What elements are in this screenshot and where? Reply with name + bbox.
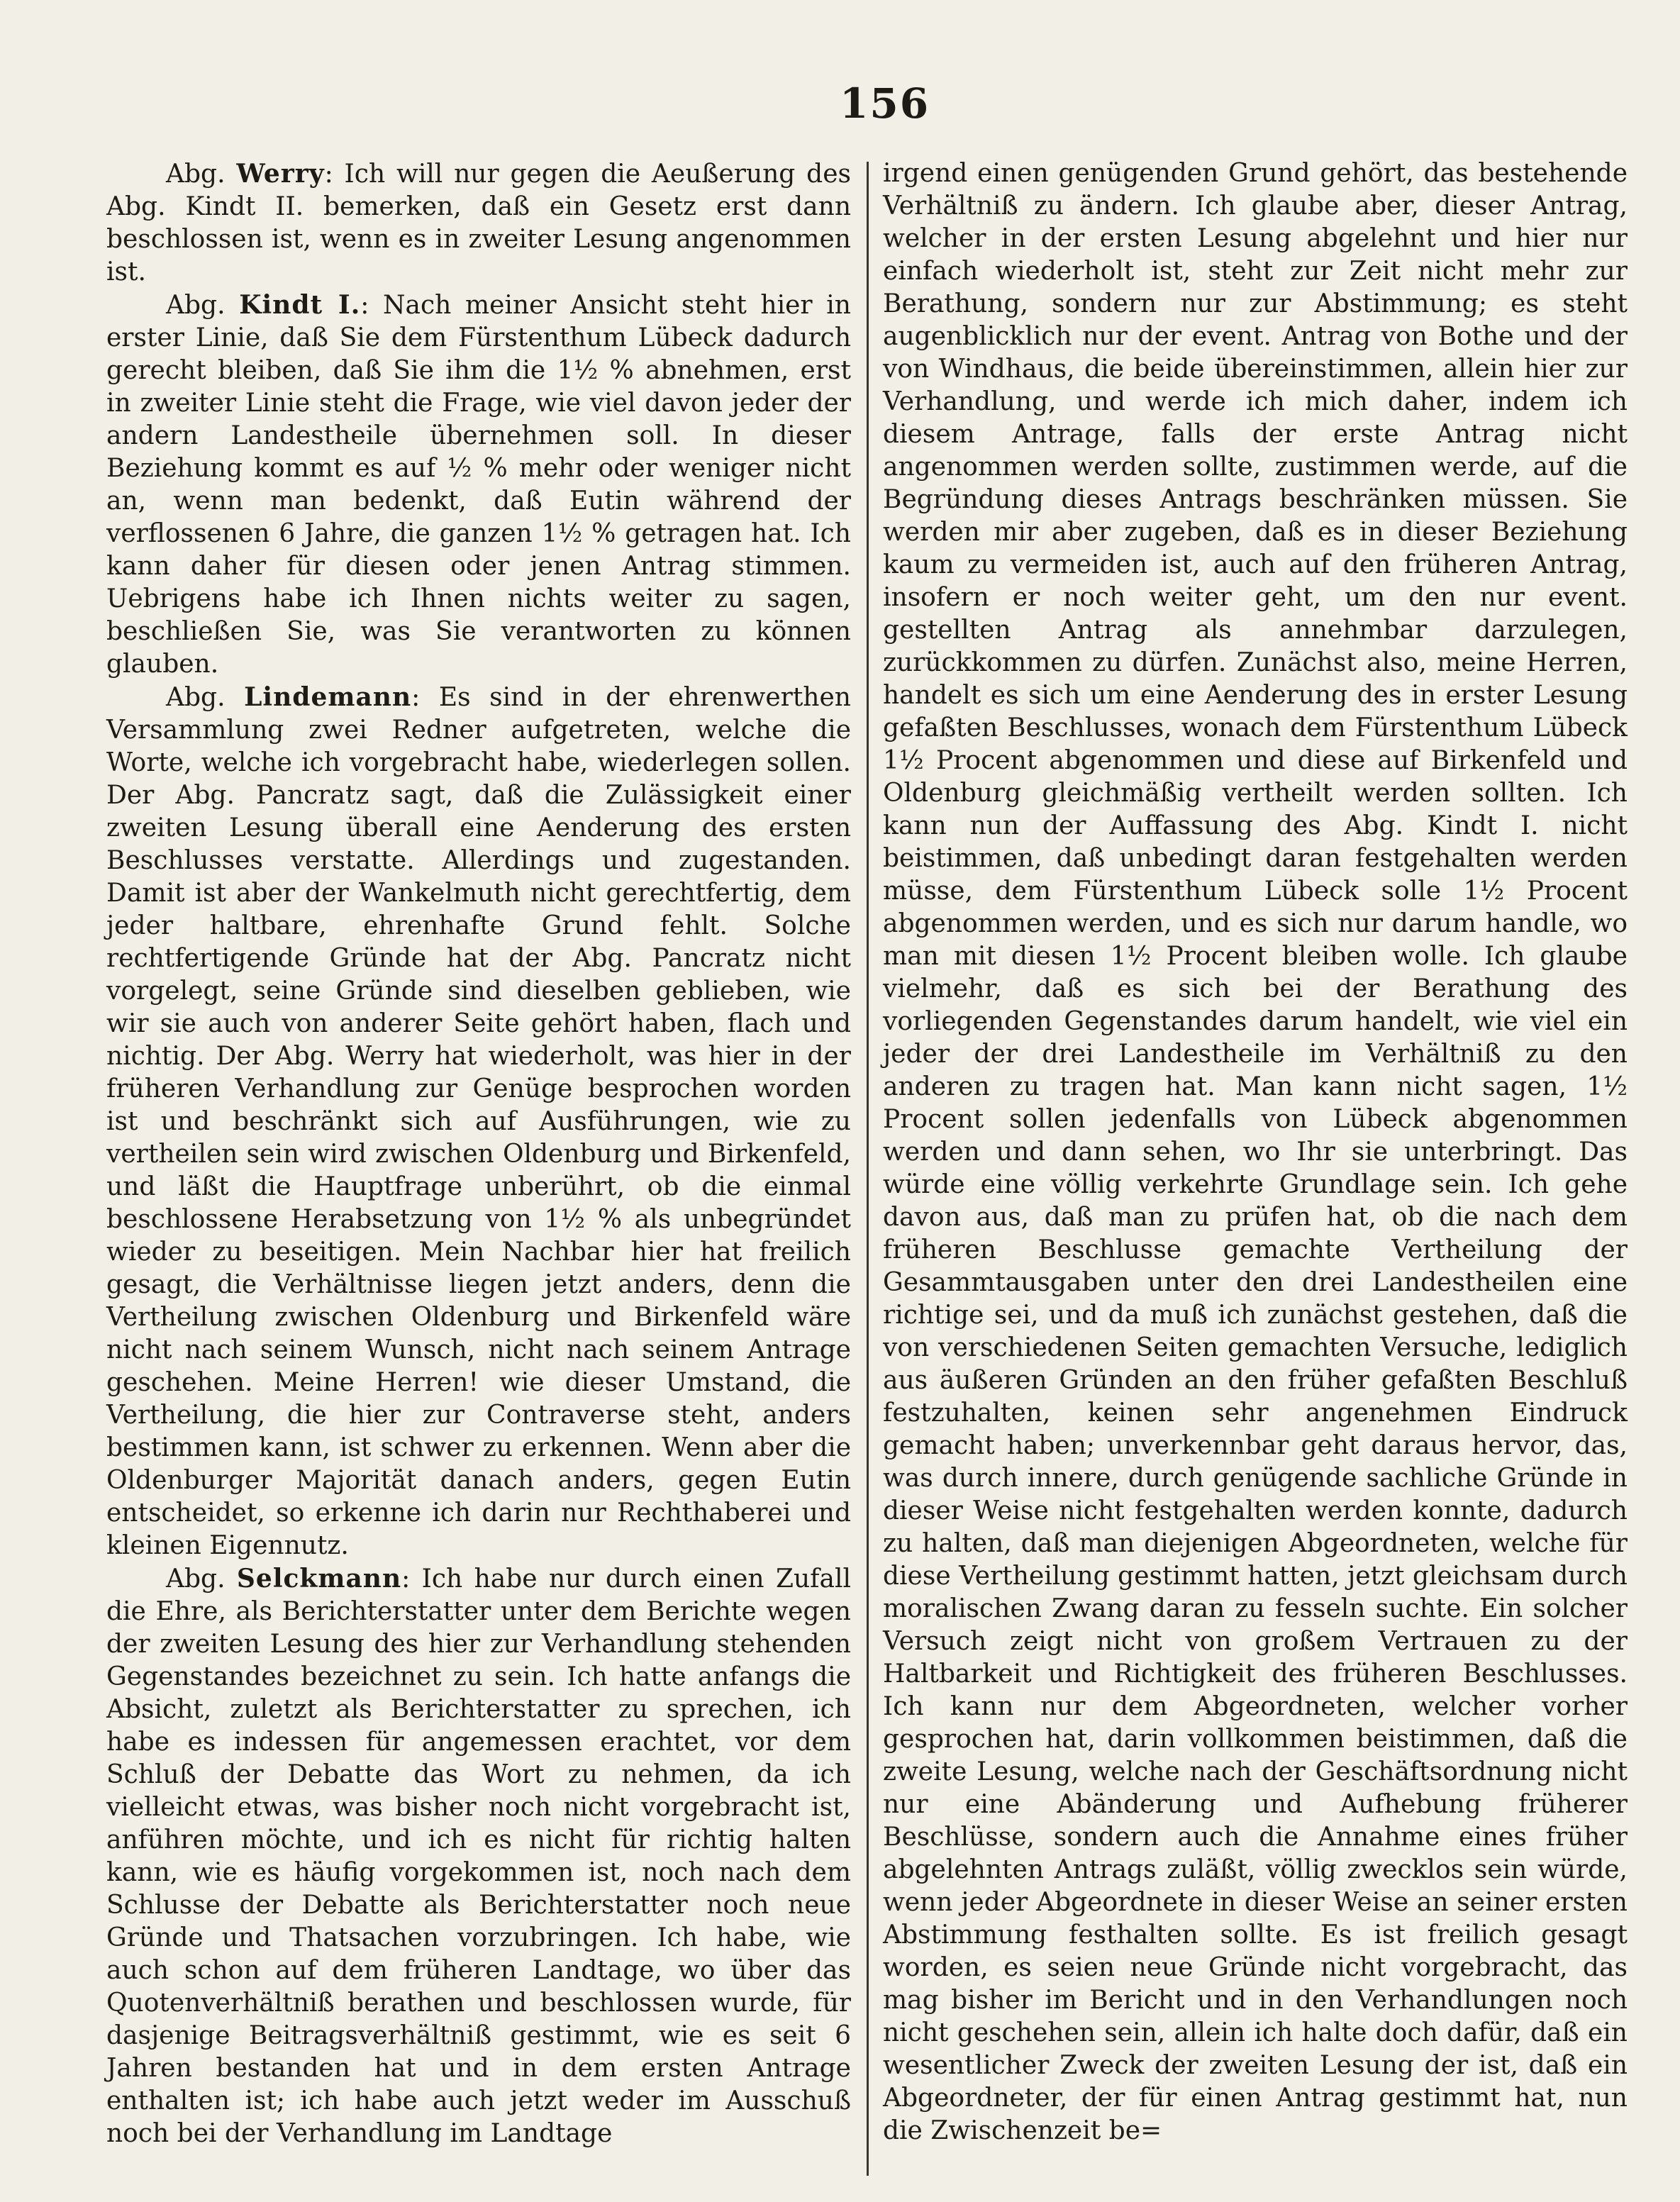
speech-text: : Nach meiner Ansicht steht hier in erster Linie, daß Sie dem Fürstenthum Lübeck dadurch gerecht bleiben, daß Sie ihm die 1½ % abnehmen, erst in zweiter Linie steht die Frage, wie viel davon jeder der andern Landestheile übernehmen soll. In dieser Beziehung kommt es auf ½ % mehr oder weniger nicht an, wenn man bedenkt, daß Eutin während der verflossenen 6 Jahre, die ganzen 1½ % getragen hat. Ich kann daher für diesen oder jenen Antrag stimmen. Uebrigens habe ich Ihnen nichts weiter zu sagen, beschließen Sie, was Sie verantworten zu können glauben. <box>106 291 851 679</box>
speech-paragraph-continued <box>883 157 1628 2147</box>
speaker-name: Selckmann <box>236 1564 402 1594</box>
speech-paragraph <box>106 1562 851 2150</box>
speaker-prefix: Abg. <box>166 160 237 189</box>
column-divider <box>867 162 869 2176</box>
speech-text: : Ich habe nur durch einen Zufall die Ehre, als Berichterstatter unter dem Berichte wegen der zweiten Lesung des hier zur Verhandlung stehenden Gegenstandes bezeichnet zu sein. Ich hatte anfangs die Absicht, zuletzt als Berichterstatter zu sprechen, ich habe es indessen für angemessen erachtet, vor dem Schluß der Debatte das Wort zu nehmen, da ich vielleicht etwas, was bisher noch nicht vorgebracht ist, anführen möchte, und ich es nicht für richtig halten kann, wie es häufig vorgekommen ist, noch nach dem Schlusse der Debatte als Berichterstatter noch neue Gründe und Thatsachen vorzubringen. Ich habe, wie auch schon auf dem früheren Landtage, wo über das Quotenverhältniß berathen und beschlossen wurde, für dasjenige Beitragsverhältniß gestimmt, wie es seit 6 Jahren bestanden hat und in dem ersten Antrage enthalten ist; ich habe auch jetzt weder im Ausschuß noch bei der Verhandlung im Landtage <box>106 1564 851 2148</box>
speech-text: irgend einen genügenden Grund gehört, das bestehende Verhältniß zu ändern. Ich glaube aber, dieser Antrag, welcher in der ersten Lesung abgelehnt und hier nur einfach wiederholt ist, steht zur Zeit nicht mehr zur Berathung, sondern nur zur Abstimmung; es steht augenblicklich nur der event. Antrag von Bothe und der von Windhaus, die beide übereinstimmen, allein hier zur Verhandlung, und werde ich mich daher, indem ich diesem Antrage, falls der erste Antrag nicht angenommen werden sollte, zustimmen werde, auf die Begründung dieses Antrags beschränken müssen. Sie werden mir aber zugeben, daß es in dieser Beziehung kaum zu vermeiden ist, auch auf den früheren Antrag, insofern er noch weiter geht, um den nur event. gestellten Antrag als annehmbar darzulegen, zurückkommen zu dürfen. Zunächst also, meine Herren, handelt es sich um eine Aenderung des in erster Lesung gefaßten Beschlusses, wonach dem Fürstenthum Lübeck 1½ Procent abgenommen und diese auf Birkenfeld und Oldenburg gleichmäßig vertheilt werden sollten. Ich kann nun der Auffassung des Abg. Kindt I. nicht beistimmen, daß unbedingt daran festgehalten werden müsse, dem Fürstenthum Lübeck solle 1½ Procent abgenommen werden, und es sich nur darum handle, wo man mit diesen 1½ Procent bleiben wolle. Ich glaube vielmehr, daß es sich bei der Berathung des vorliegenden Gegenstandes darum handelt, wie viel ein jeder der drei Landestheile im Verhältniß zu den anderen zu tragen hat. Man kann nicht sagen, 1½ Procent sollen jedenfalls von Lübeck abgenommen werden und dann sehen, wo Ihr sie unterbringt. Das würde eine völlig verkehrte Grundlage sein. Ich gehe davon aus, daß man zu prüfen hat, ob die nach dem früheren Beschlusse gemachte Vertheilung der Gesammtausgaben unter den drei Landestheilen eine richtige sei, und da muß ich zunächst gestehen, daß die von verschiedenen Seiten gemachten Versuche, lediglich aus äußeren Gründen an den früher gefaßten Beschluß festzuhalten, keinen sehr angenehmen Eindruck gemacht haben; unverkennbar geht daraus hervor, das, was durch innere, durch genügende sachliche Gründe in dieser Weise nicht festgehalten werden konnte, dadurch zu halten, daß man diejenigen Abgeordneten, welche für diese Vertheilung gestimmt hatten, jetzt gleichsam durch moralischen Zwang daran zu fesseln suchte. Ein solcher Versuch zeigt nicht von großem Vertrauen zu der Haltbarkeit und Richtigkeit des früheren Beschlusses. Ich kann nur dem Abgeordneten, welcher vorher gesprochen hat, darin vollkommen beistimmen, daß die zweite Lesung, welche nach der Geschäftsordnung nicht nur eine Abänderung und Aufhebung früherer Beschlüsse, sondern auch die Annahme eines früher abgelehnten Antrags zuläßt, völlig zwecklos sein würde, wenn jeder Abgeordnete in dieser Weise an seiner ersten Abstimmung festhalten sollte. Es ist freilich gesagt worden, es seien neue Gründe nicht vorgebracht, das mag bisher im Bericht und in den Verhandlungen noch nicht geschehen sein, allein ich halte doch dafür, daß ein wesentlicher Zweck der zweiten Lesung der ist, daß ein Abgeordneter, der für einen Antrag gestimmt hat, nun die Zwischenzeit be= <box>883 159 1628 2145</box>
speaker-prefix: Abg. <box>166 683 245 712</box>
right-column <box>883 157 1628 2147</box>
speech-paragraph <box>106 157 851 289</box>
speaker-prefix: Abg. <box>166 1564 237 1594</box>
speech-text: : Ich will nur gegen die Aeußerung des Abg. Kindt II. bemerken, daß ein Gesetz erst dann beschlossen ist, wenn es in zweiter Lesung angenommen ist. <box>106 160 851 287</box>
speech-paragraph <box>106 681 851 1562</box>
left-column <box>106 157 851 2150</box>
speaker-name: Lindemann <box>244 682 412 712</box>
speaker-name: Kindt I. <box>239 290 361 320</box>
speech-text: : Es sind in der ehrenwerthen Versammlung zwei Redner aufgetreten, welche die Worte, welche ich vorgebracht habe, wiederlegen sollen. Der Abg. Pancratz sagt, daß die Zulässigkeit einer zweiten Lesung überall eine Aenderung des ersten Beschlusses verstatte. Allerdings und zugestanden. Damit ist aber der Wankelmuth nicht gerechtfertig, dem jeder haltbare, ehrenhafte Grund fehlt. Solche rechtfertigende Gründe hat der Abg. Pancratz nicht vorgelegt, seine Gründe sind dieselben geblieben, wie wir sie auch von anderer Seite gehört haben, flach und nichtig. Der Abg. Werry hat wiederholt, was hier in der früheren Verhandlung zur Genüge besprochen worden ist und beschränkt sich auf Ausführungen, wie zu vertheilen sein wird zwischen Oldenburg und Birkenfeld, und läßt die Hauptfrage unberührt, ob die einmal beschlossene Herabsetzung von 1½ % als unbegründet wieder zu beseitigen. Mein Nachbar hier hat freilich gesagt, die Verhältnisse liegen jetzt anders, denn die Vertheilung zwischen Oldenburg und Birkenfeld wäre nicht nach seinem Wunsch, nicht nach seinem Antrage geschehen. Meine Herren! wie dieser Umstand, die Vertheilung, die hier zur Contraverse steht, anders bestimmen kann, ist schwer zu erkennen. Wenn aber die Oldenburger Majorität danach anders, gegen Eutin entscheidet, so erkenne ich darin nur Rechthaberei und kleinen Eigennutz. <box>106 683 851 1560</box>
speaker-name: Werry <box>236 159 325 189</box>
page-number: 156 <box>840 79 930 128</box>
speaker-prefix: Abg. <box>166 291 240 320</box>
speech-paragraph <box>106 289 851 681</box>
